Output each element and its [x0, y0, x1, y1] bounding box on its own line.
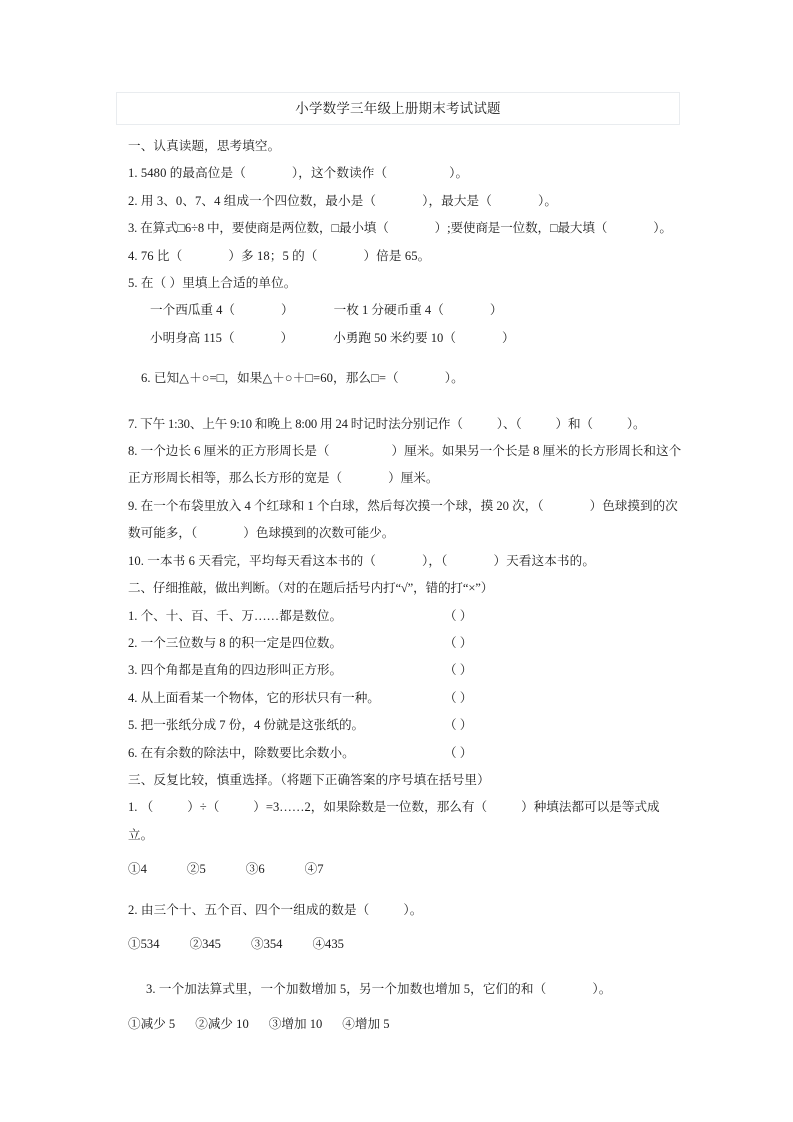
q7-part-d: ）。: [626, 416, 646, 431]
q10-part-b: ），（: [421, 553, 448, 568]
section-heading-fill-in: 一、认真读题，思考填空。: [128, 139, 281, 153]
fill-in-question-6: [128, 365, 684, 392]
q8-part-c: ）厘米。: [388, 471, 439, 486]
q5-item-height-end: ）: [280, 330, 294, 345]
fill-in-question-1: [128, 160, 684, 187]
judgement-row: [128, 685, 684, 712]
q7-part-b: ）、（: [496, 416, 522, 431]
q5-item-watermelon-end: ）: [281, 303, 294, 318]
q5-item-coin-end: ）: [489, 303, 503, 318]
choice-question-2-options: [128, 931, 684, 958]
fill-in-question-5-row-1: [128, 297, 684, 324]
section-heading-multiple-choice: 三、反复比较，慎重选择。（将题下正确答案的序号填在括号里）: [128, 772, 490, 787]
q2-part-a: 2. 用 3、0、7、4 组成一个四位数，最小是（: [128, 193, 377, 208]
spacer-after-mc1-options: [128, 884, 684, 897]
judgement-row: [128, 740, 684, 767]
q8-part-a: 8. 一个边长 6 厘米的正方形周长是（: [128, 444, 330, 459]
judgement-text: 5. 把一张纸分成 7 份，4 份就是这张纸的。: [128, 718, 365, 733]
judgement-answer-bracket[interactable]: （ ）: [444, 663, 473, 678]
judgement-text: 6. 在有余数的除法中，除数要比余数小。: [128, 745, 355, 760]
q4-part-c: ）倍是 65。: [363, 248, 431, 263]
judgement-answer-bracket[interactable]: （ ）: [444, 690, 473, 705]
choice-question-3-options: [128, 1011, 684, 1038]
spacer-after-q5: [128, 352, 684, 365]
q5-item-run: 小勇跑 50 米约要 10（: [333, 330, 456, 345]
q9-part-a: 9. 在一个布袋里放入 4 个红球和 1 个白球，然后每次摸一个球，摸 20 次，（: [128, 498, 544, 513]
mc3-part-a: 3. 一个加法算式里，一个加数增加 5，另一个加数也增加 5，它们的和（: [146, 982, 547, 997]
spacer-after-mc2-text: [128, 924, 684, 931]
q1-part-b: ），这个数读作（: [291, 166, 388, 181]
mc1-option-4[interactable]: ④7: [304, 862, 324, 877]
mc2-part-b: ）。: [403, 902, 423, 917]
judgement-row: [128, 630, 684, 657]
q4-part-a: 4. 76 比（: [128, 248, 183, 263]
choice-question-3: [128, 976, 684, 1003]
judgement-row: [128, 603, 684, 630]
q6-part-a: 6. 已知△＋○=□，如果△＋○＋□=60，那么□=（: [141, 371, 399, 386]
mc1-option-1[interactable]: ①4: [128, 862, 147, 877]
q10-part-c: ）天看这本书的。: [493, 553, 596, 568]
mc2-option-1[interactable]: ①534: [128, 936, 160, 951]
mc1-option-3[interactable]: ③6: [245, 862, 265, 877]
mc1-part-b: ）÷（: [187, 800, 220, 815]
q4-part-b: ）多 18；5 的（: [228, 248, 318, 263]
exam-title-box: [116, 92, 680, 125]
q5-item-watermelon: 一个西瓜重 4（: [150, 303, 236, 318]
q8-part-b: ）厘米。如果另一个长是 8 厘米的长方形周长和这个正方形周长相等，那么长方形的宽是（: [128, 444, 682, 486]
q7-part-a: 7. 下午 1:30、上午 9:10 和晚上 8:00 用 24 时记时法分别记作（: [128, 416, 463, 431]
page-title: 小学数学三年级上册期末考试试题: [295, 100, 501, 116]
mc2-option-2[interactable]: ②345: [189, 936, 221, 951]
judgement-answer-bracket[interactable]: （ ）: [444, 608, 473, 623]
spacer-after-mc1-text: [128, 849, 684, 856]
choice-question-1: [128, 794, 684, 849]
q2-part-b: ），最大是（: [422, 193, 492, 208]
judgement-answer-bracket[interactable]: （ ）: [444, 635, 473, 650]
judgement-text: 1. 个、十、百、千、万……都是数位。: [128, 608, 343, 623]
choice-question-2: [128, 897, 684, 924]
choice-question-1-options: [128, 856, 684, 883]
q3-part-c: ）。: [653, 221, 672, 236]
fill-in-question-4: [128, 243, 684, 270]
mc2-part-a: 2. 由三个十、五个百、四个一组成的数是（: [128, 902, 370, 917]
section-heading-judgement: 二、仔细推敲，做出判断。（对的在题后括号内打“√”，错的打“×”）: [128, 581, 494, 596]
q5-item-height: 小明身高 115（: [150, 330, 235, 345]
q2-part-c: ）。: [537, 193, 558, 208]
spacer-after-q6: [128, 393, 684, 411]
q3-part-b: ）;要使商是一位数，□最大填（: [434, 221, 608, 236]
fill-in-question-10: [128, 548, 684, 575]
judgement-row: [128, 712, 684, 739]
fill-in-question-5-row-2: [128, 325, 684, 352]
exam-content: [128, 133, 684, 1038]
spacer-after-mc2-options: [128, 958, 684, 976]
mc3-option-4[interactable]: ④增加 5: [342, 1016, 390, 1031]
judgement-text: 4. 从上面看某一个物体，它的形状只有一种。: [128, 690, 380, 705]
fill-in-question-2: [128, 188, 684, 215]
mc3-part-b: ）。: [592, 982, 612, 997]
fill-in-question-9: [128, 493, 684, 548]
fill-in-question-5: 5. 在（ ）里填上合适的单位。: [128, 276, 297, 291]
q1-part-a: 1. 5480 的最高位是（: [128, 166, 246, 181]
q9-part-b: ）色球摸到的次数可能多，（: [128, 498, 678, 541]
mc1-part-c: ）=3……2，如果除数是一位数，那么有（: [253, 800, 488, 815]
fill-in-question-8: [128, 438, 684, 493]
q6-part-b: ）。: [444, 371, 464, 386]
q5-item-run-end: ）: [501, 330, 515, 345]
judgement-answer-bracket[interactable]: （ ）: [444, 718, 473, 733]
mc1-part-a: 1. （: [128, 800, 154, 815]
mc2-option-3[interactable]: ③354: [250, 936, 283, 951]
mc2-option-4[interactable]: ④435: [312, 936, 344, 951]
spacer-after-mc3-text: [128, 1004, 684, 1011]
judgement-answer-bracket[interactable]: （ ）: [444, 745, 473, 760]
q7-part-c: ）和（: [555, 416, 593, 431]
mc3-option-1[interactable]: ①减少 5: [128, 1016, 176, 1031]
judgement-text: 2. 一个三位数与 8 的积一定是四位数。: [128, 635, 343, 650]
q5-item-coin: 一枚 1 分硬币重 4（: [333, 303, 444, 318]
mc1-part-d: ）种填法都可以是等式成立。: [128, 800, 660, 842]
fill-in-question-7: [128, 411, 684, 438]
q1-part-c: ）。: [449, 166, 469, 181]
q9-part-c: ）色球摸到的次数可能少。: [243, 526, 395, 541]
q3-part-a: 3. 在算式□6÷8 中，要使商是两位数，□最小填（: [128, 221, 389, 236]
fill-in-question-3: [128, 215, 684, 242]
mc1-option-2[interactable]: ②5: [186, 862, 206, 877]
q10-part-a: 10. 一本书 6 天看完，平均每天看这本书的（: [128, 553, 376, 568]
mc3-option-2[interactable]: ②减少 10: [195, 1016, 249, 1031]
mc3-option-3[interactable]: ③增加 10: [268, 1016, 323, 1031]
judgement-text: 3. 四个角都是直角的四边形叫正方形。: [128, 663, 343, 678]
judgement-row: [128, 657, 684, 684]
